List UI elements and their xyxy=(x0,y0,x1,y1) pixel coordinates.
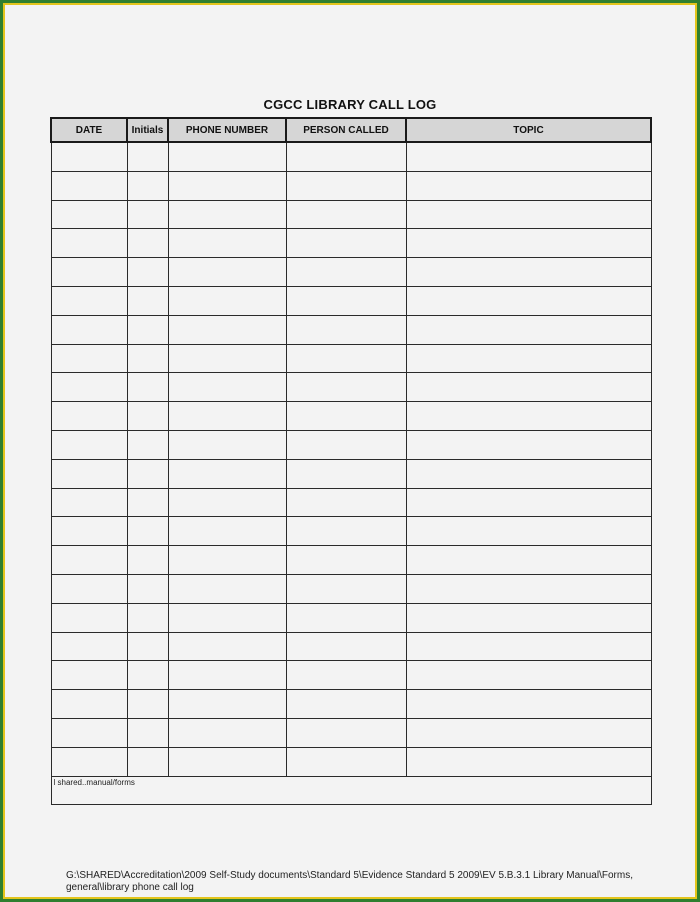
cell-date[interactable] xyxy=(51,661,127,690)
cell-person-called[interactable] xyxy=(286,632,406,661)
table-row xyxy=(51,459,651,488)
cell-topic[interactable] xyxy=(406,632,651,661)
table-header-row xyxy=(51,118,651,142)
cell-initials[interactable] xyxy=(127,632,168,661)
cell-date[interactable] xyxy=(51,344,127,373)
cell-phone-number[interactable] xyxy=(168,546,286,575)
notes-row xyxy=(51,776,651,804)
cell-date[interactable] xyxy=(51,632,127,661)
cell-date[interactable] xyxy=(51,690,127,719)
table-row xyxy=(51,546,651,575)
table-row xyxy=(51,603,651,632)
cell-initials[interactable] xyxy=(127,574,168,603)
column-header-person-called: PERSON CALLED xyxy=(286,118,406,142)
table-row xyxy=(51,430,651,459)
cell-topic[interactable] xyxy=(406,402,651,431)
cell-initials[interactable] xyxy=(127,229,168,258)
cell-date[interactable] xyxy=(51,315,127,344)
cell-person-called[interactable] xyxy=(286,315,406,344)
cell-date[interactable] xyxy=(51,229,127,258)
table-row xyxy=(51,315,651,344)
cell-initials[interactable] xyxy=(127,488,168,517)
cell-person-called[interactable] xyxy=(286,661,406,690)
cell-initials[interactable] xyxy=(127,402,168,431)
cell-topic[interactable] xyxy=(406,315,651,344)
cell-initials[interactable] xyxy=(127,718,168,747)
page-title: CGCC LIBRARY CALL LOG xyxy=(263,97,437,112)
table-row xyxy=(51,632,651,661)
table-row xyxy=(51,200,651,229)
table-row xyxy=(51,373,651,402)
cell-topic[interactable] xyxy=(406,200,651,229)
column-header-initials: Initials xyxy=(127,118,168,142)
footer-line-1: G:\SHARED\Accreditation\2009 Self-Study documents\Standard 5\Evidence Standard 5 2009\EV 5.B.3.1 Library Manual\Forms, xyxy=(66,870,633,881)
table-body xyxy=(51,142,651,804)
cell-person-called[interactable] xyxy=(286,344,406,373)
cell-person-called[interactable] xyxy=(286,747,406,776)
cell-phone-number[interactable] xyxy=(168,373,286,402)
cell-date[interactable] xyxy=(51,574,127,603)
cell-phone-number[interactable] xyxy=(168,747,286,776)
cell-initials[interactable] xyxy=(127,690,168,719)
cell-person-called[interactable] xyxy=(286,142,406,171)
cell-phone-number[interactable] xyxy=(168,200,286,229)
cell-initials[interactable] xyxy=(127,200,168,229)
cell-topic[interactable] xyxy=(406,574,651,603)
cell-topic[interactable] xyxy=(406,459,651,488)
cell-topic[interactable] xyxy=(406,718,651,747)
cell-person-called[interactable] xyxy=(286,200,406,229)
cell-initials[interactable] xyxy=(127,459,168,488)
cell-date[interactable] xyxy=(51,459,127,488)
table-row xyxy=(51,258,651,287)
cell-phone-number[interactable] xyxy=(168,315,286,344)
cell-initials[interactable] xyxy=(127,430,168,459)
table-row xyxy=(51,344,651,373)
cell-date[interactable] xyxy=(51,171,127,200)
table-row xyxy=(51,718,651,747)
cell-phone-number[interactable] xyxy=(168,258,286,287)
notes-cell: l shared..manual/forms xyxy=(51,776,651,804)
cell-phone-number[interactable] xyxy=(168,661,286,690)
table-row xyxy=(51,402,651,431)
cell-date[interactable] xyxy=(51,200,127,229)
cell-phone-number[interactable] xyxy=(168,430,286,459)
cell-person-called[interactable] xyxy=(286,488,406,517)
cell-person-called[interactable] xyxy=(286,373,406,402)
cell-initials[interactable] xyxy=(127,315,168,344)
cell-initials[interactable] xyxy=(127,344,168,373)
cell-initials[interactable] xyxy=(127,517,168,546)
cell-person-called[interactable] xyxy=(286,402,406,431)
cell-person-called[interactable] xyxy=(286,171,406,200)
cell-date[interactable] xyxy=(51,258,127,287)
cell-phone-number[interactable] xyxy=(168,488,286,517)
cell-topic[interactable] xyxy=(406,142,651,171)
cell-date[interactable] xyxy=(51,488,127,517)
cell-date[interactable] xyxy=(51,286,127,315)
table-row xyxy=(51,747,651,776)
cell-topic[interactable] xyxy=(406,747,651,776)
cell-topic[interactable] xyxy=(406,344,651,373)
cell-person-called[interactable] xyxy=(286,258,406,287)
cell-initials[interactable] xyxy=(127,747,168,776)
cell-topic[interactable] xyxy=(406,286,651,315)
cell-topic[interactable] xyxy=(406,546,651,575)
cell-topic[interactable] xyxy=(406,603,651,632)
cell-date[interactable] xyxy=(51,430,127,459)
call-log-table xyxy=(50,117,652,805)
cell-phone-number[interactable] xyxy=(168,632,286,661)
cell-topic[interactable] xyxy=(406,171,651,200)
cell-phone-number[interactable] xyxy=(168,603,286,632)
column-header-topic: TOPIC xyxy=(406,118,651,142)
cell-topic[interactable] xyxy=(406,430,651,459)
table-row xyxy=(51,286,651,315)
cell-date[interactable] xyxy=(51,718,127,747)
table-row xyxy=(51,661,651,690)
cell-phone-number[interactable] xyxy=(168,286,286,315)
cell-phone-number[interactable] xyxy=(168,171,286,200)
cell-date[interactable] xyxy=(51,546,127,575)
cell-phone-number[interactable] xyxy=(168,517,286,546)
cell-person-called[interactable] xyxy=(286,459,406,488)
footer-line-2: general\library phone call log xyxy=(66,882,194,893)
cell-phone-number[interactable] xyxy=(168,718,286,747)
table-row xyxy=(51,171,651,200)
cell-person-called[interactable] xyxy=(286,546,406,575)
table-row xyxy=(51,690,651,719)
table-row xyxy=(51,229,651,258)
cell-initials[interactable] xyxy=(127,661,168,690)
cell-initials[interactable] xyxy=(127,258,168,287)
cell-date[interactable] xyxy=(51,402,127,431)
cell-person-called[interactable] xyxy=(286,574,406,603)
column-header-date: DATE xyxy=(51,118,127,142)
cell-initials[interactable] xyxy=(127,142,168,171)
cell-phone-number[interactable] xyxy=(168,142,286,171)
cell-initials[interactable] xyxy=(127,171,168,200)
table-row xyxy=(51,488,651,517)
cell-person-called[interactable] xyxy=(286,603,406,632)
cell-phone-number[interactable] xyxy=(168,344,286,373)
cell-date[interactable] xyxy=(51,517,127,546)
cell-topic[interactable] xyxy=(406,373,651,402)
cell-topic[interactable] xyxy=(406,517,651,546)
cell-initials[interactable] xyxy=(127,546,168,575)
cell-phone-number[interactable] xyxy=(168,574,286,603)
cell-person-called[interactable] xyxy=(286,229,406,258)
table-row xyxy=(51,517,651,546)
column-header-phone-number: PHONE NUMBER xyxy=(168,118,286,142)
cell-date[interactable] xyxy=(51,142,127,171)
cell-initials[interactable] xyxy=(127,603,168,632)
cell-topic[interactable] xyxy=(406,488,651,517)
table-row xyxy=(51,574,651,603)
cell-phone-number[interactable] xyxy=(168,459,286,488)
cell-person-called[interactable] xyxy=(286,690,406,719)
cell-person-called[interactable] xyxy=(286,430,406,459)
file-path-footer xyxy=(66,870,666,894)
cell-phone-number[interactable] xyxy=(168,690,286,719)
cell-topic[interactable] xyxy=(406,229,651,258)
cell-phone-number[interactable] xyxy=(168,402,286,431)
cell-initials[interactable] xyxy=(127,286,168,315)
cell-person-called[interactable] xyxy=(286,517,406,546)
table-row xyxy=(51,142,651,171)
cell-date[interactable] xyxy=(51,603,127,632)
cell-date[interactable] xyxy=(51,373,127,402)
cell-initials[interactable] xyxy=(127,373,168,402)
cell-person-called[interactable] xyxy=(286,286,406,315)
cell-topic[interactable] xyxy=(406,661,651,690)
cell-topic[interactable] xyxy=(406,690,651,719)
cell-date[interactable] xyxy=(51,747,127,776)
cell-phone-number[interactable] xyxy=(168,229,286,258)
cell-person-called[interactable] xyxy=(286,718,406,747)
cell-topic[interactable] xyxy=(406,258,651,287)
